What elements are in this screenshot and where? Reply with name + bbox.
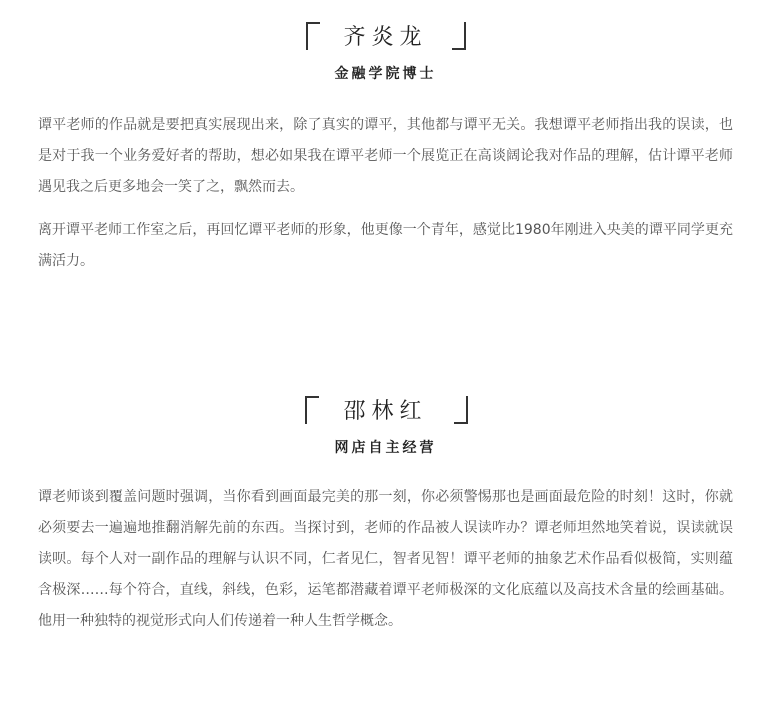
reviewer-title: 网店自主经营 bbox=[334, 440, 437, 456]
reviewer-section-qi-yanlong bbox=[0, 22, 771, 277]
comment-paragraph: 谭老师谈到覆盖问题时强调，当你看到画面最完美的那一刻，你必须警惕那也是画面最危险的时刻！这时，你就必须要去一遍遍地推翻消解先前的东西。当探讨到，老师的作品被人误读咋办？谭老师坦然地笑着说，误读就误读呗。每个人对一副作品的理解与认识不同，仁者见仁，智者见智！谭平老师的抽象艺术作品看似极简，实则蕴含极深……每个符合，直线，斜线，色彩，运笔都潜藏着谭平老师极深的文化底蕴以及高技术含量的绘画基础。他用一种独特的视觉形式向人们传递着一种人生哲学概念。 bbox=[38, 489, 733, 629]
bracket-close-mark bbox=[454, 396, 468, 424]
reviewer-title: 金融学院博士 bbox=[334, 66, 437, 82]
name-row bbox=[0, 396, 771, 430]
comment-paragraph: 谭平老师的作品就是要把真实展现出来，除了真实的谭平，其他都与谭平无关。我想谭平老师指出我的误读，也是对于我一个业务爱好者的帮助，想必如果我在谭平老师一个展览正在高谈阔论我对作品的理解，估计谭平老师遇见我之后更多地会一笑了之，飘然而去。 bbox=[38, 117, 733, 195]
comment-paragraph: 离开谭平老师工作室之后，再回忆谭平老师的形象，他更像一个青年，感觉比1980年刚进入央美的谭平同学更充满活力。 bbox=[38, 222, 733, 269]
bracket-close-mark bbox=[452, 22, 466, 50]
reviewer-section-shao-linhong bbox=[0, 396, 771, 637]
reviewer-name: 齐炎龙 bbox=[343, 25, 428, 50]
reviewer-name: 邵林红 bbox=[343, 399, 428, 424]
name-row bbox=[0, 22, 771, 56]
